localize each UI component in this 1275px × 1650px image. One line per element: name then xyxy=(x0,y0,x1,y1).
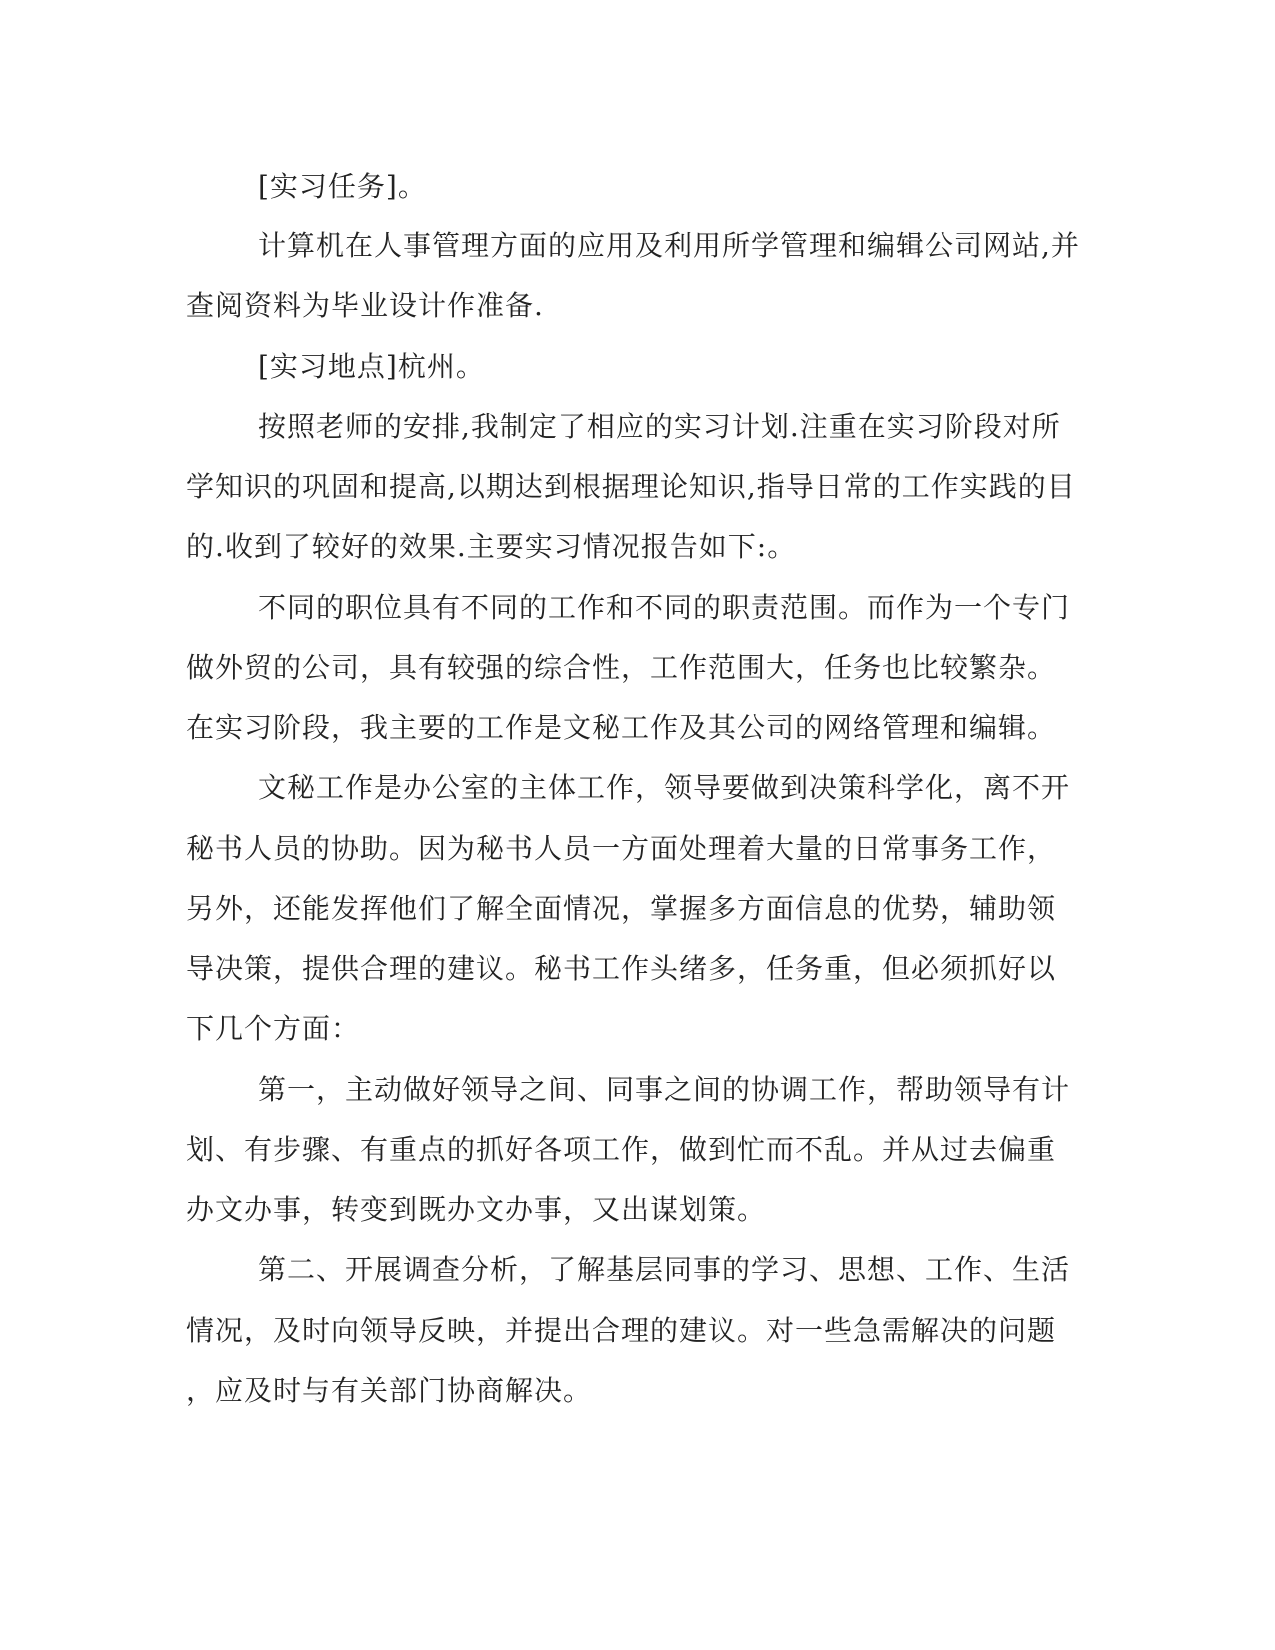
role-paragraph-line: 在实习阶段，我主要的工作是文秘工作及其公司的网络管理和编辑。 xyxy=(186,711,1057,744)
secretary-paragraph-line: 秘书人员的协助。因为秘书人员一方面处理着大量的日常事务工作， xyxy=(186,832,1057,865)
secretary-paragraph-line: 文秘工作是办公室的主体工作，领导要做到决策科学化，离不开 xyxy=(258,771,1071,804)
role-paragraph-line: 不同的职位具有不同的工作和不同的职责范围。而作为一个专门 xyxy=(258,591,1071,624)
location-line: [实习地点]杭州。 xyxy=(258,350,485,383)
first-point-line: 办文办事，转变到既办文办事，又出谋划策。 xyxy=(186,1193,767,1226)
task-text-line: 计算机在人事管理方面的应用及利用所学管理和编辑公司网站,并 xyxy=(258,229,1080,262)
task-text-line: 查阅资料为毕业设计作准备. xyxy=(186,289,544,322)
plan-paragraph-line: 学知识的巩固和提高,以期达到根据理论知识,指导日常的工作实践的目 xyxy=(186,470,1076,503)
role-paragraph-line: 做外贸的公司，具有较强的综合性，工作范围大，任务也比较繁杂。 xyxy=(186,651,1057,684)
secretary-paragraph-line: 另外，还能发挥他们了解全面情况，掌握多方面信息的优势，辅助领 xyxy=(186,892,1057,925)
second-point-line: 第二、开展调查分析，了解基层同事的学习、思想、工作、生活 xyxy=(258,1253,1071,1286)
second-point-line: ，应及时与有关部门协商解决。 xyxy=(186,1374,593,1407)
secretary-paragraph-line: 下几个方面： xyxy=(186,1012,361,1045)
first-point-line: 划、有步骤、有重点的抓好各项工作，做到忙而不乱。并从过去偏重 xyxy=(186,1133,1057,1166)
first-point-line: 第一，主动做好领导之间、同事之间的协调工作，帮助领导有计 xyxy=(258,1073,1071,1106)
second-point-line: 情况，及时向领导反映，并提出合理的建议。对一些急需解决的问题 xyxy=(186,1314,1057,1347)
plan-paragraph-line: 按照老师的安排,我制定了相应的实习计划.注重在实习阶段对所 xyxy=(258,410,1061,443)
plan-paragraph-line: 的.收到了较好的效果.主要实习情况报告如下:。 xyxy=(186,530,797,563)
task-heading: [实习任务]。 xyxy=(258,170,427,203)
secretary-paragraph-line: 导决策，提供合理的建议。秘书工作头绪多，任务重，但必须抓好以 xyxy=(186,952,1057,985)
